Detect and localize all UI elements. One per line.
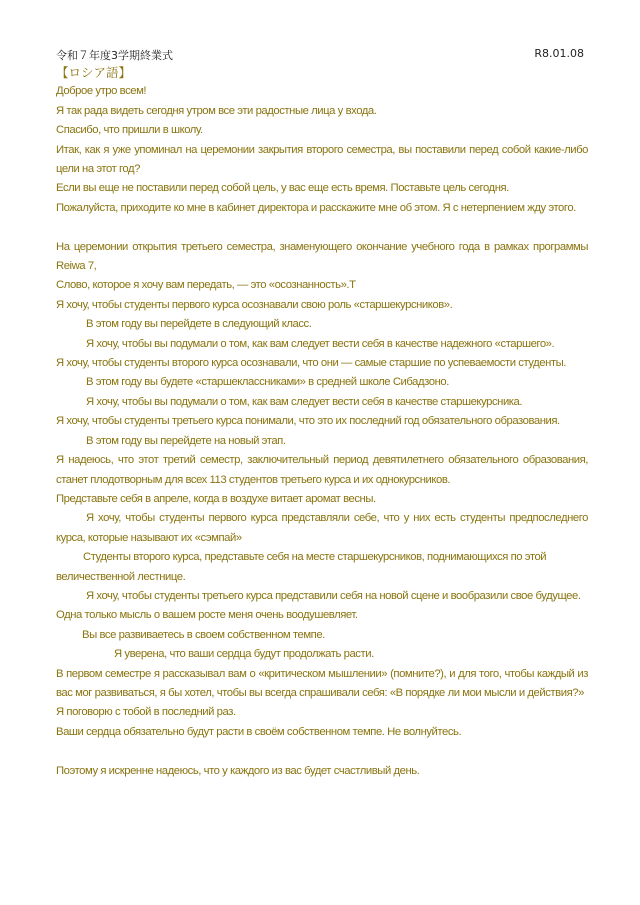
- paragraph: В этом году вы перейдете в следующий класс.: [86, 318, 312, 331]
- paragraph: Итак, как я уже упоминал на церемонии закрытия второго семестра, вы поставили перед собой какие-либо цели на этот год?: [56, 143, 588, 176]
- paragraph: В этом году вы будете «старшеклассниками» в средней школе Сибадзоно.: [86, 376, 449, 389]
- paragraph: Слово, которое я хочу вам передать, — это «осознанность».Т: [56, 279, 356, 292]
- paragraph: Я хочу, чтобы студенты первого курса представляли себе, что у них есть студенты предпоследнего курса, которые называют их «сэмпай»: [56, 512, 588, 544]
- paragraph: Я уверена, что ваши сердца будут продолжать расти.: [114, 648, 374, 661]
- paragraph: Студенты второго курса, представьте себя на месте старшекурсников, поднимающихся по этой величественной лестнице.: [56, 551, 547, 583]
- page-header: [56, 47, 584, 63]
- document-body: [56, 63, 588, 781]
- paragraph: Пожалуйста, приходите ко мне в кабинет директора и расскажите мне об этом. Я с нетерпением жду этого.: [56, 201, 576, 214]
- paragraph: Спасибо, что пришли в школу.: [56, 124, 203, 137]
- paragraph: Я хочу, чтобы вы подумали о том, как вам следует вести себя в качестве надежного «старшего».: [86, 337, 555, 350]
- document-title: 【ロシア語】: [56, 65, 132, 80]
- paragraph: Ваши сердца обязательно будут расти в своём собственном темпе. Не волнуйтесь.: [56, 725, 462, 738]
- paragraph-greeting: Доброе утро всем!: [56, 85, 147, 98]
- blank-line: [56, 218, 588, 237]
- paragraph-closing: Поэтому я искренне надеюсь, что у каждого из вас будет счастливый день.: [56, 764, 420, 777]
- paragraph: Одна только мысль о вашем росте меня очень воодушевляет.: [56, 609, 358, 622]
- paragraph: Я хочу, чтобы вы подумали о том, как вам следует вести себя в качестве старшекурсника.: [86, 395, 523, 408]
- paragraph: Если вы еще не поставили перед собой цель, у вас еще есть время. Поставьте цель сегодня.: [56, 182, 509, 195]
- paragraph: Я хочу, чтобы студенты первого курса осознавали свою роль «старшекурсников».: [56, 298, 453, 311]
- paragraph: Представьте себя в апреле, когда в воздухе витает аромат весны.: [56, 492, 376, 505]
- paragraph: Я поговорю с тобой в последний раз.: [56, 706, 236, 719]
- paragraph: На церемонии открытия третьего семестра, знаменующего окончание учебного года в рамках программы Reiwa 7,: [56, 240, 588, 273]
- paragraph: Я хочу, чтобы студенты второго курса осознавали, что они — самые старшие по успеваемости студенты.: [56, 357, 566, 370]
- header-event-title: 令和７年度3学期終業式: [56, 49, 173, 62]
- paragraph: Вы все развиваетесь в своем собственном темпе.: [82, 628, 325, 641]
- paragraph: Я хочу, чтобы студенты третьего курса представили себя на новой сцене и вообразили свое будущее.: [86, 589, 581, 602]
- paragraph: В этом году вы перейдете на новый этап.: [86, 434, 286, 447]
- header-date: R8.01.08: [534, 47, 584, 60]
- paragraph: Я надеюсь, что этот третий семестр, заключительный период девятилетнего обязательного образования, станет плодотворным для всех 113 студентов третьего курса и их однокурсников.: [56, 454, 588, 486]
- paragraph: В первом семестре я рассказывал вам о «критическом мышлении» (помните?), и для того, чтобы каждый из вас мог развиваться, я бы хотел, чтобы вы всегда спрашивали себя: «В порядке ли мои мысли и действия?»: [56, 667, 588, 699]
- paragraph: Я так рада видеть сегодня утром все эти радостные лица у входа.: [56, 104, 377, 117]
- blank-line: [56, 742, 588, 761]
- paragraph: Я хочу, чтобы студенты третьего курса понимали, что это их последний год обязательного образования.: [56, 415, 560, 428]
